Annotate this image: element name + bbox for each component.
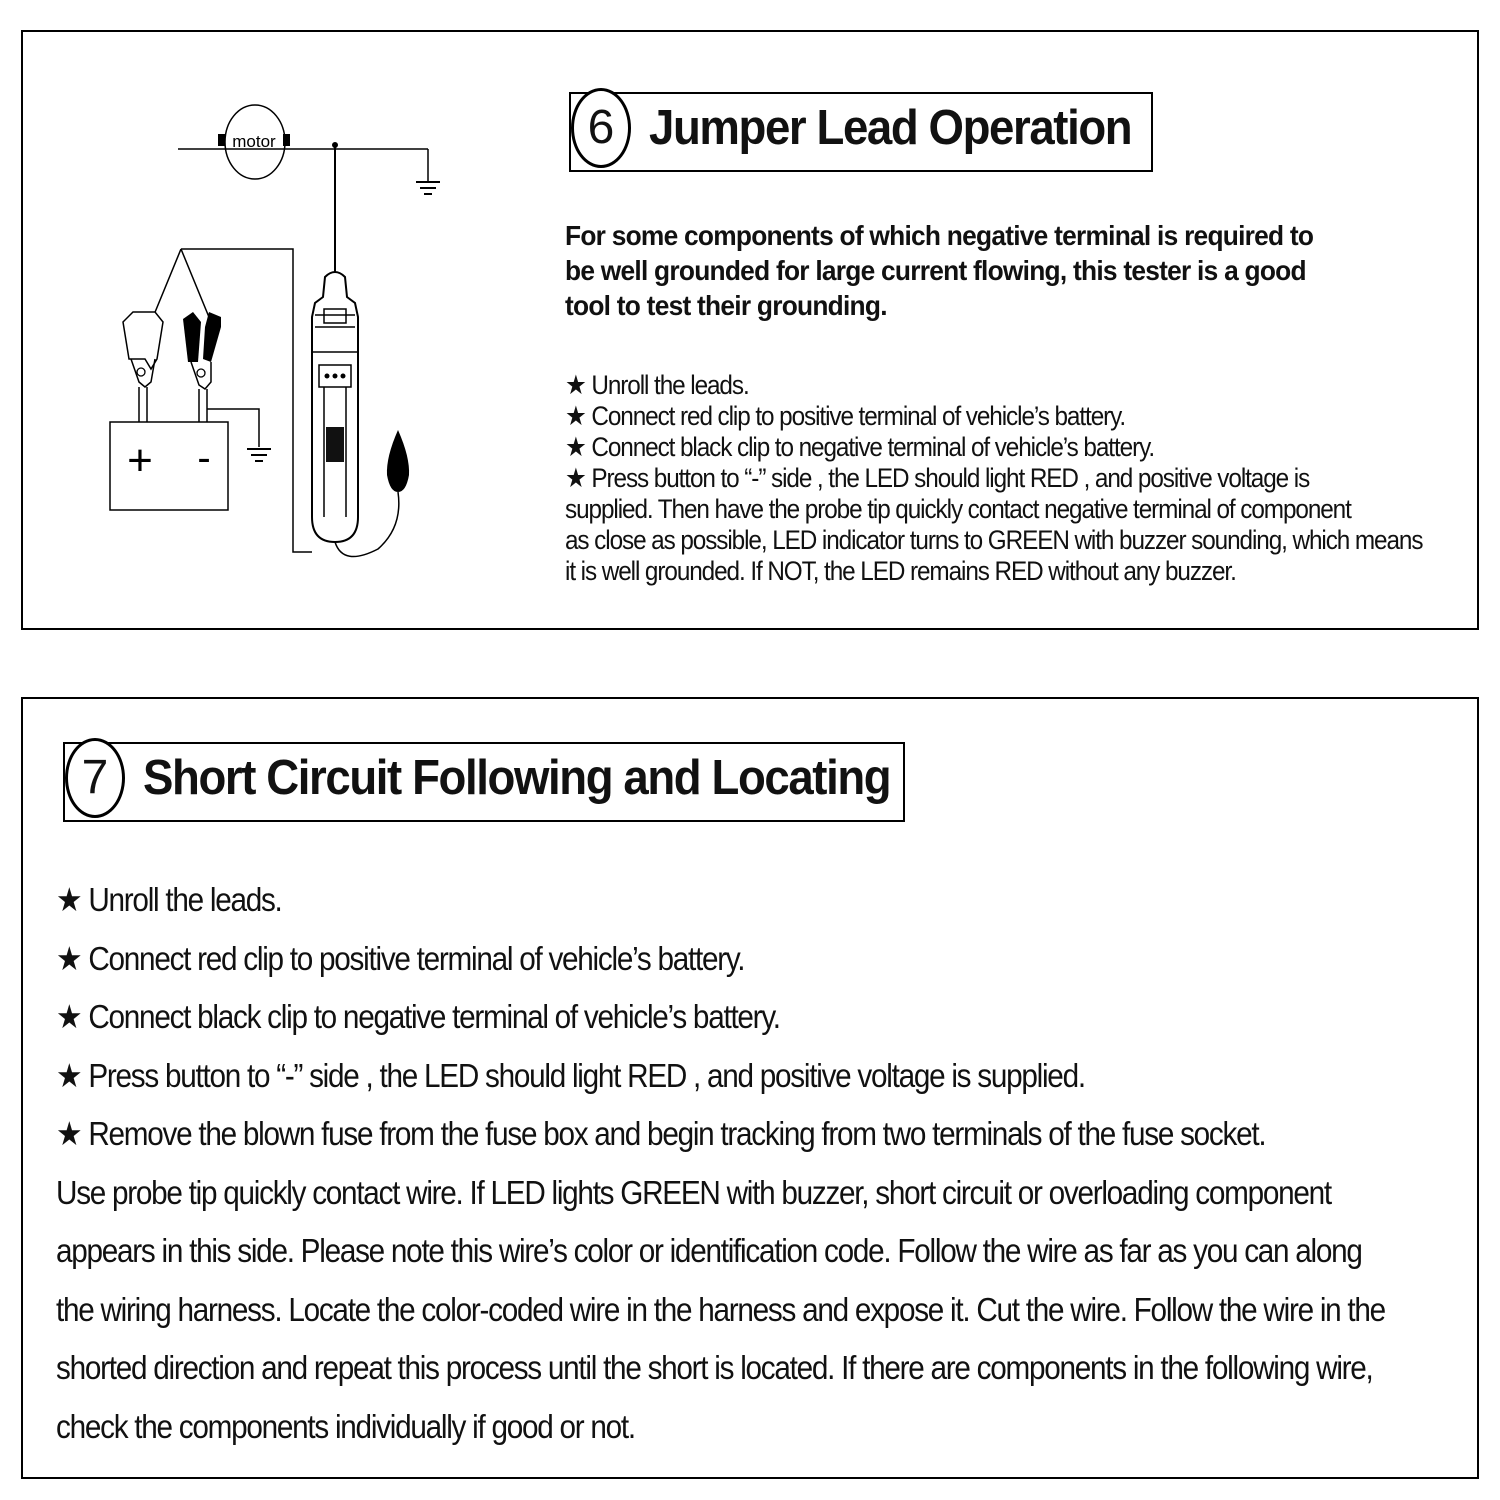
step-line: ★ Connect red clip to positive terminal of vehicle’s battery.	[565, 401, 1126, 431]
intro-line: tool to test their grounding.	[565, 290, 887, 321]
battery-plus-label: +	[127, 436, 153, 485]
intro-line: be well grounded for large current flowing, this tester is a good	[565, 255, 1306, 286]
section-6-title-box	[569, 92, 1153, 172]
step-line: it is well grounded. If NOT, the LED remains RED without any buzzer.	[565, 556, 1236, 586]
step-line: ★ Connect red clip to positive terminal of vehicle’s battery.	[56, 939, 745, 977]
section-6-title: Jumper Lead Operation	[649, 101, 1132, 155]
jumper-lead-diagram	[83, 97, 463, 567]
step-line: the wiring harness. Locate the color-coded wire in the harness and expose it. Cut the wire. Follow the wire in the	[56, 1290, 1385, 1328]
section-7-title: Short Circuit Following and Locating	[143, 751, 891, 805]
step-line: as close as possible, LED indicator turns to GREEN with buzzer sounding, which means	[565, 525, 1423, 555]
step-line: Use probe tip quickly contact wire. If LED lights GREEN with buzzer, short circuit or overloading component	[56, 1173, 1331, 1211]
ground-icon-top	[416, 182, 440, 194]
section-7-title-box	[63, 742, 905, 822]
step-line: ★ Press button to “-” side , the LED should light RED , and positive voltage is	[565, 463, 1310, 493]
tester-probe-icon	[312, 272, 358, 542]
step-line: ★ Connect black clip to negative terminal of vehicle’s battery.	[565, 432, 1155, 462]
short-circuit-panel	[21, 697, 1479, 1479]
section-7-steps	[56, 871, 1388, 1456]
step-line: ★ Connect black clip to negative terminal of vehicle’s battery.	[56, 998, 780, 1035]
red-clip-icon	[123, 312, 163, 422]
ground-icon-battery	[247, 449, 271, 461]
jumper-lead-panel	[21, 30, 1479, 630]
battery-minus-label: -	[197, 436, 211, 480]
step-line: ★ Press button to “-” side , the LED should light RED , and positive voltage is supplied.	[56, 1056, 1085, 1094]
section-6-steps	[565, 370, 1423, 587]
step-line: ★ Unroll the leads.	[56, 881, 282, 918]
step-line: supplied. Then have the probe tip quickly contact negative terminal of component	[565, 494, 1351, 524]
black-clip-icon	[183, 312, 221, 422]
section-6-number: 6	[571, 88, 631, 168]
step-line: ★ Unroll the leads.	[565, 370, 749, 400]
section-6-intro	[565, 218, 1317, 323]
step-line: ★ Remove the blown fuse from the fuse box and begin tracking from two terminals of the fuse socket.	[56, 1115, 1266, 1152]
motor-label: motor	[232, 132, 276, 151]
section-7-number: 7	[65, 738, 125, 818]
step-line: shorted direction and repeat this process until the short is located. If there are components in the following wire,	[56, 1349, 1373, 1386]
step-line: appears in this side. Please note this wire’s color or identification code. Follow the wire as far as you can along	[56, 1232, 1362, 1269]
intro-line: For some components of which negative terminal is required to	[565, 220, 1314, 251]
step-line: check the components individually if good or not.	[56, 1407, 635, 1445]
